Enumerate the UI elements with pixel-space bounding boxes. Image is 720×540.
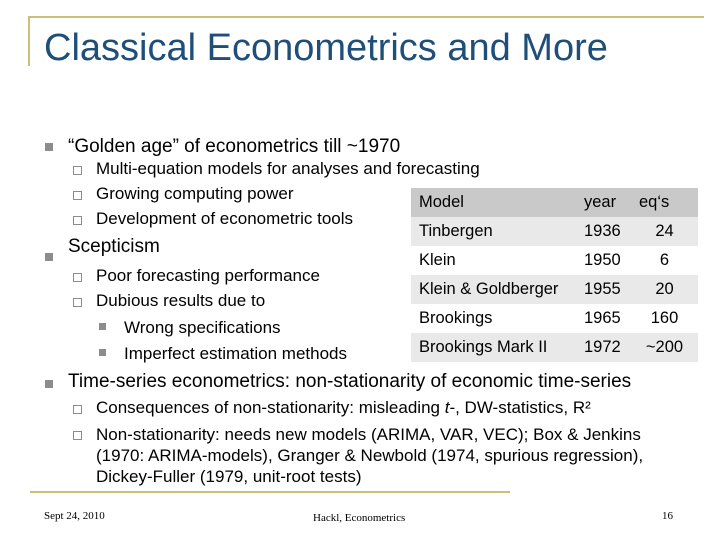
sub-bullet-marker	[73, 166, 82, 175]
sub-sub-bullet-marker	[99, 323, 106, 330]
table-cell-year: 1965	[576, 304, 631, 333]
sub-sub-bullet-marker	[99, 349, 106, 356]
sub-bullet-poor-forecasting: Poor forecasting performance	[96, 266, 320, 285]
table-cell-model: Brookings	[411, 304, 576, 333]
bullet-time-series: Time-series econometrics: non-stationarity of economic time-series	[68, 371, 632, 392]
sub-bullet-multi-equation: Multi-equation models for analyses and forecasting	[96, 159, 480, 178]
sub-bullet-marker	[73, 191, 82, 200]
sub-bullet-consequences	[96, 398, 591, 418]
footer-page-number: 16	[662, 510, 673, 522]
table-cell-eqs: 160	[631, 304, 698, 333]
sub-bullet-computing-power: Growing computing power	[96, 184, 294, 203]
table-cell-eqs: 6	[631, 246, 698, 275]
sub-sub-bullet-imperfect-estimation: Imperfect estimation methods	[124, 344, 347, 363]
consequences-text-a: Consequences of non-stationarity: misleading	[96, 398, 445, 417]
table-cell-model: Klein & Goldberger	[411, 275, 576, 304]
sub-bullet-marker	[73, 273, 82, 282]
consequences-t-italic: t	[444, 398, 450, 417]
frame-top-line	[28, 16, 704, 18]
bullet-marker	[45, 253, 53, 261]
sub-bullet-marker	[73, 405, 82, 414]
consequences-text-b: -, DW-statistics, R²	[449, 398, 591, 417]
sub-sub-bullet-wrong-specifications: Wrong specifications	[124, 318, 281, 337]
table-header-model: Model	[411, 188, 576, 217]
sub-bullet-dubious-results: Dubious results due to	[96, 291, 266, 310]
bullet-scepticism: Scepticism	[68, 236, 160, 257]
frame-bottom-line	[30, 491, 510, 493]
sub-bullet-marker	[73, 216, 82, 225]
table-cell-model: Klein	[411, 246, 576, 275]
table-cell-year: 1936	[576, 217, 631, 246]
footer-date: Sept 24, 2010	[44, 510, 105, 522]
sub-bullet-non-stationarity: Non-stationarity: needs new models (ARIMA, VAR, VEC); Box & Jenkins (1970: ARIMA-models), Granger & Newbold (1974, spurious regression), Dickey-Fuller (1979, unit-root tests)	[96, 425, 644, 486]
table-cell-eqs: 20	[631, 275, 698, 304]
table-cell-eqs: 24	[631, 217, 698, 246]
bullet-golden-age: “Golden age” of econometrics till ~1970	[68, 136, 401, 157]
sub-bullet-marker	[73, 298, 82, 307]
footer-center: Hackl, Econometrics	[313, 512, 406, 524]
sub-bullet-econometric-tools: Development of econometric tools	[96, 209, 354, 228]
table-header-year: year	[576, 188, 631, 217]
table-cell-year: 1950	[576, 246, 631, 275]
frame-left-line	[28, 16, 30, 66]
table-header-eqs: eq‘s	[631, 188, 698, 217]
slide-title: Classical Econometrics and More	[44, 27, 608, 69]
bullet-marker	[45, 380, 53, 388]
table-cell-model: Brookings Mark II	[411, 333, 576, 362]
table-cell-year: 1955	[576, 275, 631, 304]
table-cell-model: Tinbergen	[411, 217, 576, 246]
bullet-marker	[45, 143, 53, 151]
table-cell-eqs: ~200	[631, 333, 698, 362]
sub-bullet-marker	[73, 431, 82, 440]
table-cell-year: 1972	[576, 333, 631, 362]
